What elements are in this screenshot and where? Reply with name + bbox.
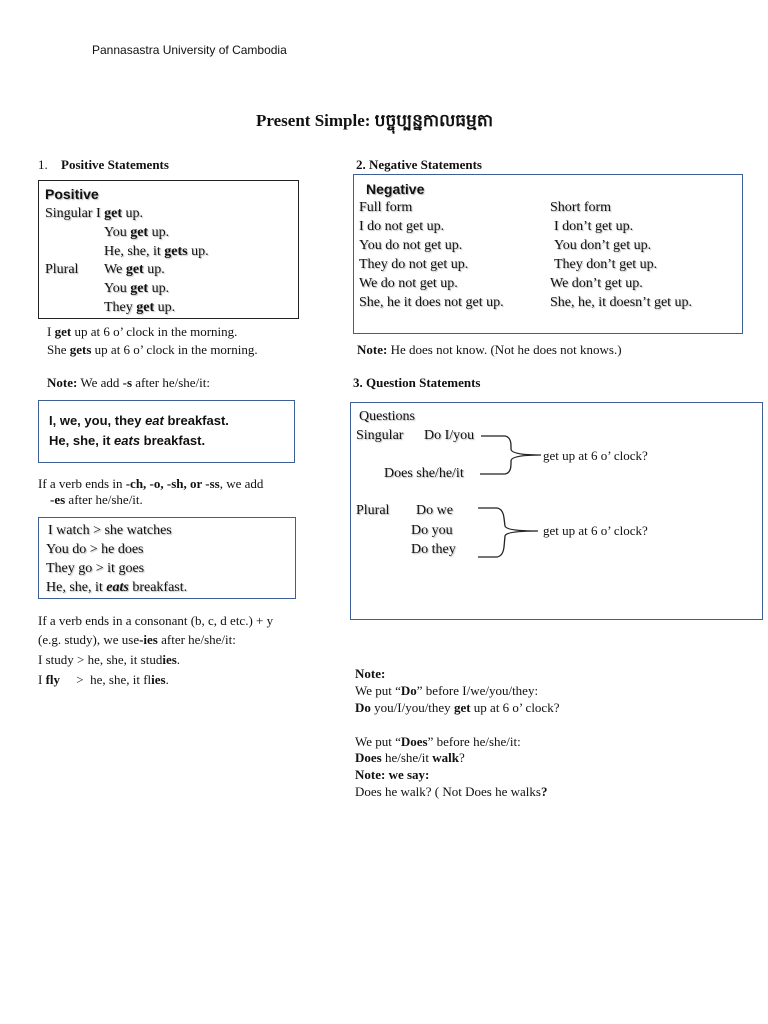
full-form-label: Full form xyxy=(359,200,413,215)
singular-brace xyxy=(480,436,541,474)
es-line-4: He, she, it eats breakfast. xyxy=(46,580,188,595)
negative-full-3: They do not get up. xyxy=(359,257,469,272)
positive-he: He, she, it gets up. xyxy=(104,244,209,259)
note-add-s: Note: We add -s after he/she/it: xyxy=(47,375,210,390)
positive-box-title: Positive xyxy=(45,186,99,202)
question-do-they: Do they xyxy=(411,542,456,557)
es-line-2: You do > he does xyxy=(46,542,144,557)
negative-full-1: I do not get up. xyxy=(359,219,445,234)
does-example: Does he/she/it walk? xyxy=(355,750,465,765)
final-example: Does he walk? ( Not Does he walks? xyxy=(355,784,548,799)
positive-you-plural: You get up. xyxy=(104,281,170,296)
negative-full-5: She, he it does not get up. xyxy=(359,295,504,310)
ies-study-example: I study > he, she, it studies. xyxy=(38,652,181,667)
positive-they: They get up. xyxy=(104,300,176,315)
negative-full-2: You do not get up. xyxy=(359,238,463,253)
negative-full-4: We do not get up. xyxy=(359,276,458,291)
eat-line-1: I, we, you, they eat breakfast. xyxy=(49,413,229,428)
short-form-label: Short form xyxy=(550,200,612,215)
question-do-you: Do you xyxy=(411,523,453,538)
negative-short-5: She, he, it doesn’t get up. xyxy=(550,295,693,310)
positive-example-1: I get up at 6 o’ clock in the morning. xyxy=(47,324,238,339)
negative-short-1: I don’t get up. xyxy=(554,219,634,234)
positive-singular-i: Singular I get up. xyxy=(45,206,144,221)
es-line-3: They go > it goes xyxy=(46,561,145,576)
page-title: Present Simple: បច្ចុប្បន្នកាលធម្មតា xyxy=(256,111,494,130)
positive-you: You get up. xyxy=(104,225,170,240)
question-heading: 3. Question Statements xyxy=(353,375,481,390)
question-get-up-singular: get up at 6 o’ clock? xyxy=(543,448,648,463)
eat-line-2: He, she, it eats breakfast. xyxy=(49,433,206,448)
negative-short-2: You don’t get up. xyxy=(554,238,652,253)
question-do-we: Do we xyxy=(416,503,453,518)
es-rule-line-2: -es after he/she/it. xyxy=(50,492,143,507)
negative-short-4: We don’t get up. xyxy=(550,276,643,291)
do-example: Do you/I/you/they get up at 6 o’ clock? xyxy=(355,700,560,715)
ies-rule-line-2: (e.g. study), we use-ies after he/she/it: xyxy=(38,632,236,647)
positive-heading: 1. Positive Statements xyxy=(38,157,169,172)
question-plural-label: Plural xyxy=(356,503,390,518)
positive-plural-label: Plural xyxy=(45,262,79,277)
does-rule: We put “Does” before he/she/it: xyxy=(355,734,521,749)
bottom-note-label: Note: xyxy=(355,666,386,681)
negative-heading: 2. Negative Statements xyxy=(356,157,482,172)
negative-note: Note: He does not know. (Not he does not knows.) xyxy=(357,342,622,357)
university-header: Pannasastra University of Cambodia xyxy=(92,43,287,57)
question-get-up-plural: get up at 6 o’ clock? xyxy=(543,523,648,538)
plural-brace xyxy=(478,508,538,557)
question-do-i-you: Do I/you xyxy=(424,428,475,443)
es-line-1: I watch > she watches xyxy=(48,523,172,538)
note-we-say: Note: we say: xyxy=(355,767,430,782)
negative-short-3: They don’t get up. xyxy=(554,257,658,272)
questions-title: Questions xyxy=(359,409,415,424)
ies-rule-line-1: If a verb ends in a consonant (b, c, d etc.) + y xyxy=(38,613,274,628)
question-singular-label: Singular xyxy=(356,428,404,443)
do-rule: We put “Do” before I/we/you/they: xyxy=(355,683,539,698)
ies-fly-example: I fly > he, she, it flies. xyxy=(38,672,169,687)
es-rule-line-1: If a verb ends in -ch, -o, -sh, or -ss, we add xyxy=(38,476,264,491)
positive-we: We get up. xyxy=(104,262,165,277)
question-does-she: Does she/he/it xyxy=(384,466,464,481)
negative-box-title: Negative xyxy=(366,181,425,197)
positive-example-2: She gets up at 6 o’ clock in the morning. xyxy=(47,342,258,357)
